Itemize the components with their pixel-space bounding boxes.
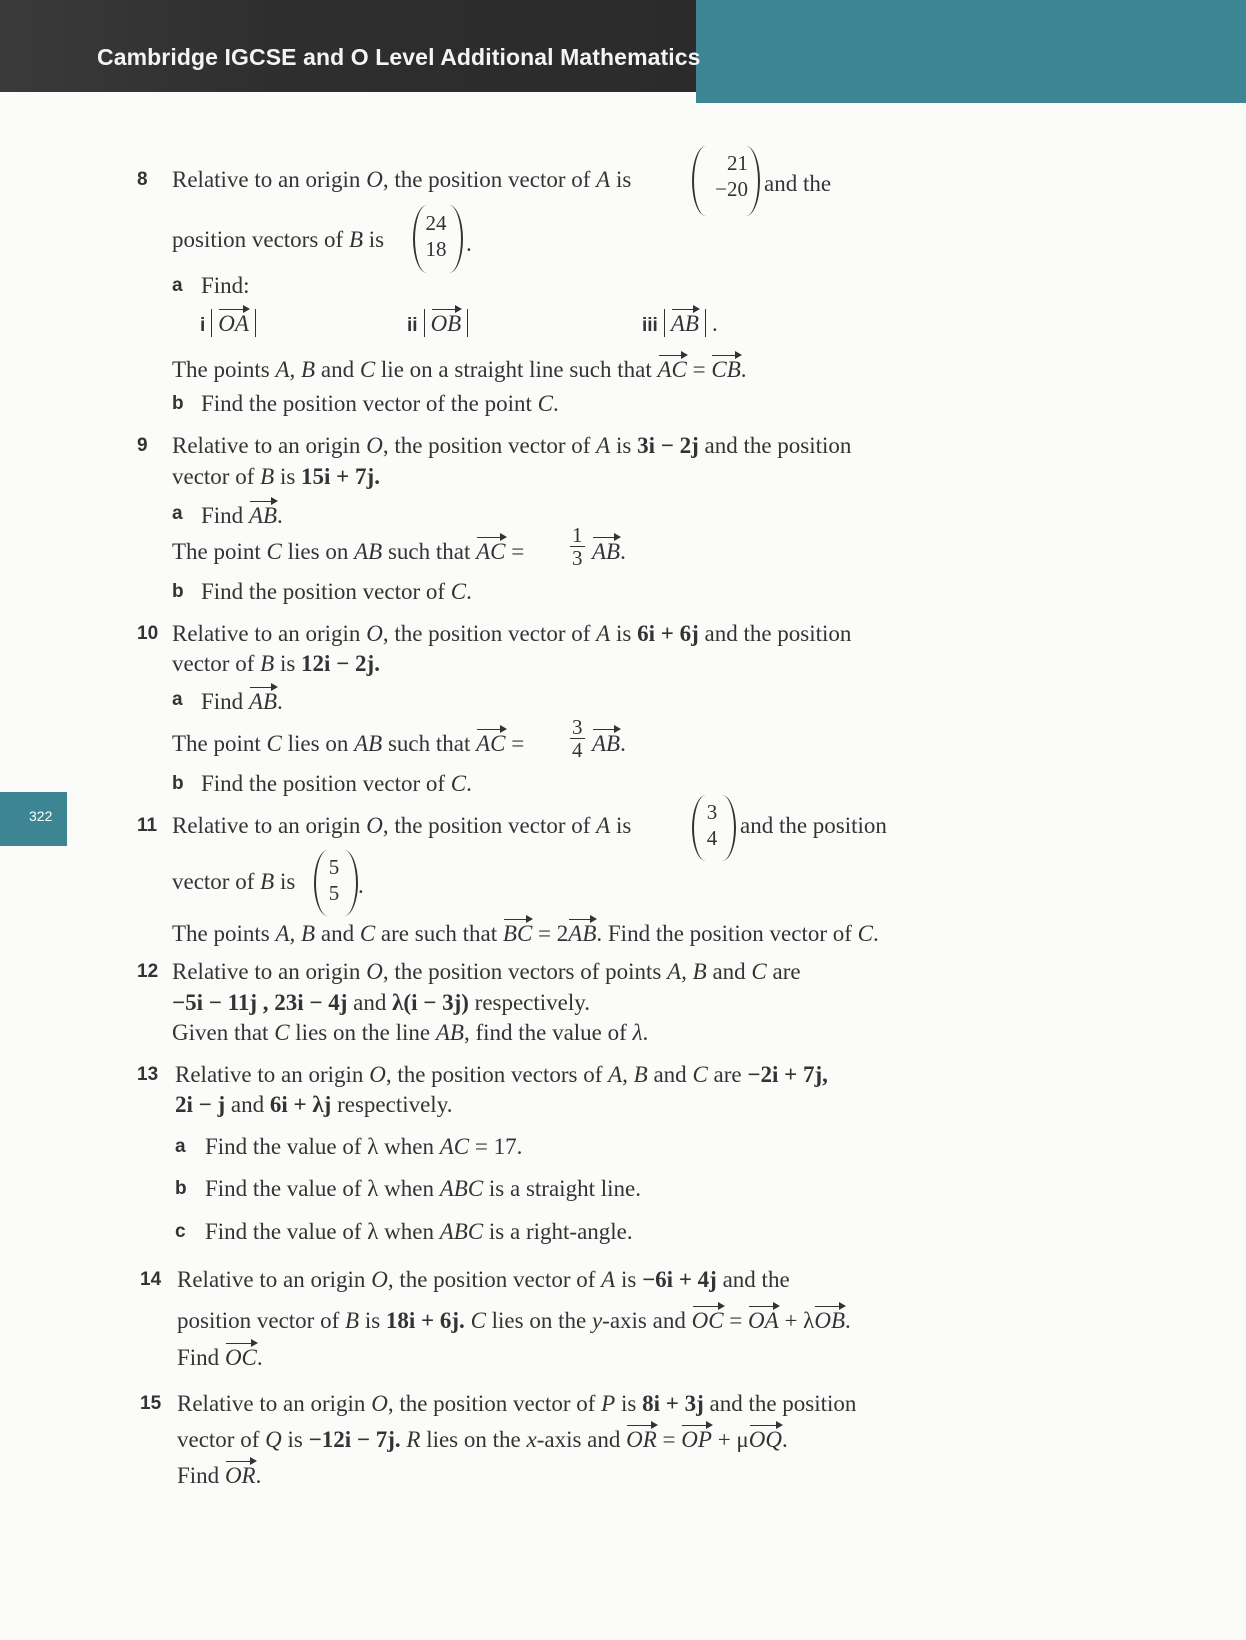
subpart-iii: iii AB . xyxy=(642,308,718,340)
question-number: 11 xyxy=(137,815,158,836)
column-vector-b-values: 24 18 xyxy=(425,211,447,261)
part-label: b xyxy=(172,393,184,414)
part-b-text: Find the value of λ when ABC is a straight line. xyxy=(205,1176,641,1201)
part-label: b xyxy=(172,773,184,794)
question-8-points-line: The points A, B and C lie on a straight line such that AC = CB. xyxy=(172,354,747,384)
question-9-point-c-line: The point C lies on AB such that AC = xyxy=(172,536,524,566)
part-label: a xyxy=(175,1136,186,1157)
question-12-line-3: Given that C lies on the line AB, find the value of λ. xyxy=(172,1020,649,1045)
question-10-line-2: vector of B is 12i − 2j. xyxy=(172,651,380,676)
part-a-text: Find AB. xyxy=(201,686,283,716)
question-13-line-1: Relative to an origin O, the position vectors of A, B and C are −2i + 7j, xyxy=(175,1062,828,1087)
question-15-line-2: vector of Q is −12i − 7j. R lies on the x-axis and OR = OP + μOQ. xyxy=(177,1424,788,1454)
question-8-line-2: position vectors of B is xyxy=(172,227,385,252)
fraction-one-third: $\frac{1}{3}$ xyxy=(572,523,583,570)
period: . xyxy=(358,873,364,898)
part-a-text: Find the value of λ when AC = 17. xyxy=(205,1134,523,1159)
part-b-text: Find the position vector of C. xyxy=(201,771,472,796)
column-vector-a-values: 21 −20 xyxy=(715,151,748,201)
part-a-text: Find: xyxy=(201,273,250,298)
page-number: 322 xyxy=(29,808,53,824)
question-11-line-1: Relative to an origin O, the position vector of A is xyxy=(172,813,632,838)
part-label: b xyxy=(175,1178,187,1199)
column-vector-b-values: 5 5 xyxy=(328,855,340,905)
question-9-line-2: vector of B is 15i + 7j. xyxy=(172,464,380,489)
subpart-ii: ii OB xyxy=(407,308,474,340)
part-label: a xyxy=(172,275,183,296)
part-label: a xyxy=(172,503,183,524)
part-b-text: Find the position vector of the point C. xyxy=(201,391,559,416)
part-a-text: Find AB. xyxy=(201,500,283,530)
book-title: Cambridge IGCSE and O Level Additional Mathematics xyxy=(97,44,701,70)
part-c-text: Find the value of λ when ABC is a right-angle. xyxy=(205,1219,633,1244)
question-9-line-1: Relative to an origin O, the position vector of A is 3i − 2j and the position xyxy=(172,433,852,458)
vector-ab: AB. xyxy=(592,536,626,566)
part-b-text: Find the position vector of C. xyxy=(201,579,472,604)
subpart-i: i OA xyxy=(200,308,262,340)
part-label: a xyxy=(172,689,183,710)
question-13-line-2: 2i − j and 6i + λj respectively. xyxy=(175,1092,453,1117)
column-vector-a-values: 3 4 xyxy=(706,800,718,850)
question-12-line-2: −5i − 11j , 23i − 4j and λ(i − 3j) respectively. xyxy=(172,990,591,1015)
question-15-line-3: Find OR. xyxy=(177,1460,261,1490)
question-11-line-3: The points A, B and C are such that BC = 2AB. Find the position vector of C. xyxy=(172,918,879,948)
question-number: 8 xyxy=(137,169,148,190)
question-11-and-the-position: and the position xyxy=(740,813,887,838)
question-10-point-c-line: The point C lies on AB such that AC = xyxy=(172,728,524,758)
question-14-line-1: Relative to an origin O, the position vector of A is −6i + 4j and the xyxy=(177,1267,790,1292)
question-number: 12 xyxy=(137,961,159,982)
part-label: b xyxy=(172,581,184,602)
header-accent xyxy=(696,0,1246,103)
vector-ab: AB. xyxy=(592,728,626,758)
question-number: 15 xyxy=(140,1393,162,1414)
question-12-line-1: Relative to an origin O, the position vectors of points A, B and C are xyxy=(172,959,801,984)
question-14-line-2: position vector of B is 18i + 6j. C lies on the y-axis and OC = OA + λOB. xyxy=(177,1305,851,1335)
question-number: 10 xyxy=(137,623,159,644)
question-number: 14 xyxy=(140,1269,162,1290)
part-label: c xyxy=(175,1221,186,1242)
fraction-three-quarters: $\frac{3}{4}$ xyxy=(572,715,583,762)
question-8-and-the: and the xyxy=(764,171,832,196)
question-number: 9 xyxy=(137,435,148,456)
question-number: 13 xyxy=(137,1064,159,1085)
question-14-line-3: Find OC. xyxy=(177,1342,263,1372)
question-8-line-1: Relative to an origin O, the position vector of A is xyxy=(172,167,632,192)
period: . xyxy=(466,231,472,256)
question-10-line-1: Relative to an origin O, the position vector of A is 6i + 6j and the position xyxy=(172,621,852,646)
question-11-line-2: vector of B is xyxy=(172,869,296,894)
question-15-line-1: Relative to an origin O, the position vector of P is 8i + 3j and the position xyxy=(177,1391,857,1416)
